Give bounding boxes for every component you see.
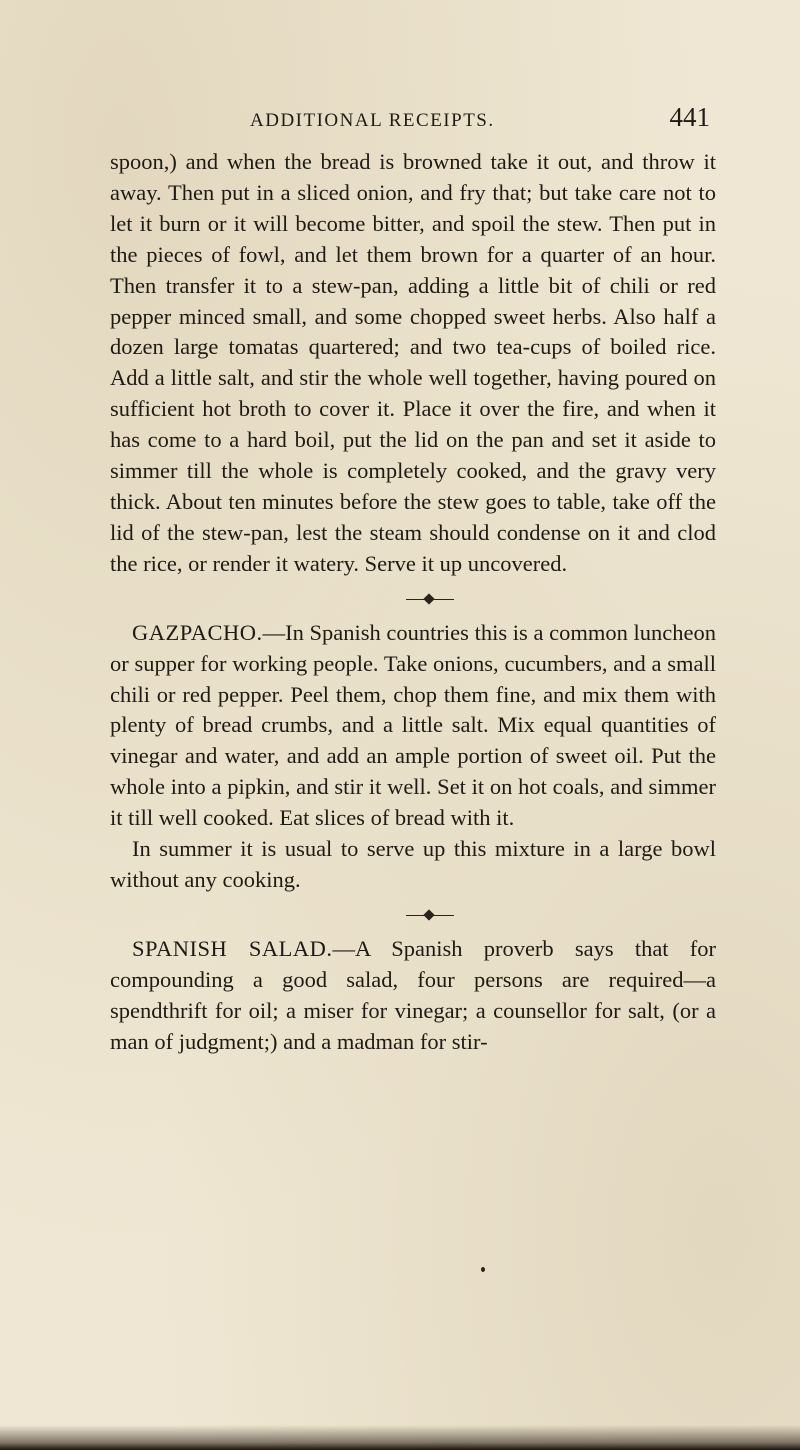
gazpacho-summer-paragraph: In summer it is usual to serve up this mixture in a large bowl without any cooking. [110, 836, 716, 892]
page-header [100, 102, 710, 142]
running-head: ADDITIONAL RECEIPTS. [250, 110, 495, 131]
gazpacho-paragraph [110, 618, 716, 834]
gazpacho-heading: GAZPACHO. [132, 619, 263, 645]
stew-paragraph: spoon,) and when the bread is browned take it out, and throw it away. Then put in a sliced onion, and fry that; but take care not to let it burn or it will become bitter, and spoil the stew. Then put in the pieces of fowl, and let them brown for a quarter of an hour. Then transfer it to a stew-pan, adding a little bit of chili or red pepper minced small, and some chopped sweet herbs. Also half a dozen large tomatas quartered; and two tea-cups of boiled rice. Add a little salt, and stir the whole well together, having poured on sufficient hot broth to cover it. Place it over the fire, and when it has come to a hard boil, put the lid on the pan and set it aside to simmer till the whole is completely cooked, and the gravy very thick. About ten minutes before the stew goes to table, take off the lid of the stew-pan, lest the steam should condense on it and clod the rice, or render it watery. Serve it up uncovered. [110, 149, 716, 576]
salad-paragraph [110, 934, 716, 1058]
body-text [110, 147, 716, 1057]
separator-diamond-icon [423, 909, 434, 920]
salad-text: —A Spanish proverb says that for compounding a good salad, four persons are required—a spendthrift for oil; a miser for vinegar; a counsellor for salt, (or a man of judgment;) and a madman for stir- [110, 935, 716, 1054]
page-number: 441 [669, 102, 710, 132]
gazpacho-text: —In Spanish countries this is a common luncheon or supper for working people. Take onions, cucumbers, and a small chili or red pepper. Peel them, chop them fine, and mix them with plenty of bread crumbs, and a little salt. Mix equal quantities of vinegar and water, and add an ample portion of sweet oil. Put the whole into a pipkin, and stir it well. Set it on hot coals, and simmer it till well cooked. Eat slices of bread with it. [110, 619, 716, 831]
section-separator [110, 580, 716, 618]
section-separator [110, 896, 716, 934]
salad-heading: SPANISH SALAD. [132, 935, 333, 961]
ink-speck [481, 1267, 485, 1272]
page-edge-shadow [0, 1425, 800, 1450]
separator-diamond-icon [423, 593, 434, 604]
